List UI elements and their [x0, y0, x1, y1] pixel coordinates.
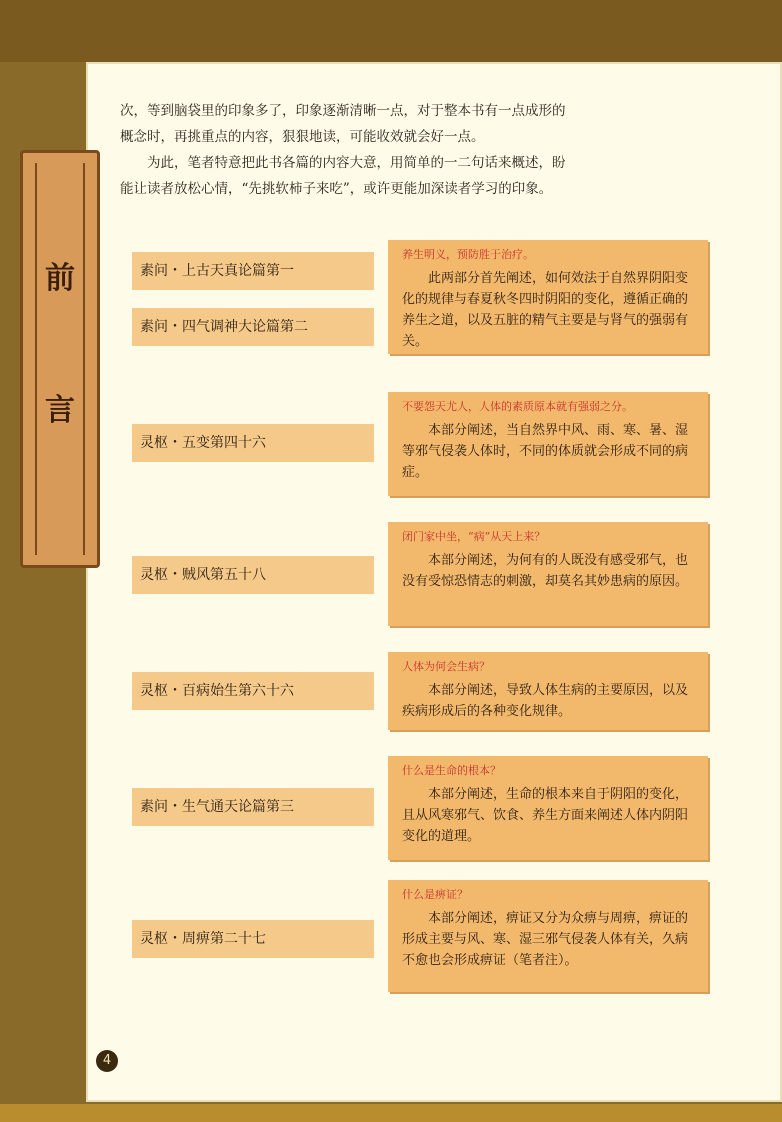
summary-title: 闭门家中坐，“病”从天上来？	[402, 530, 546, 543]
side-tab-char-yan: 言	[45, 393, 75, 428]
summary-box	[388, 392, 708, 496]
summary-body: 此两部分首先阐述，如何效法于自然界阴阳变化的规律与春夏秋冬四时阴阳的变化，遵循正确的养生之道，以及五脏的精气主要是与肾气的强弱有关。	[402, 271, 689, 349]
summary-title: 什么是生命的根本？	[402, 764, 501, 777]
bottom-band	[0, 1104, 782, 1122]
summary-body: 本部分阐述，痹证又分为众痹与周痹，痹证的形成主要与风、寒、湿三邪气侵袭人体有关，久病不愈也会形成痹证（笔者注）。	[402, 911, 689, 968]
summary-box	[388, 522, 708, 626]
intro-line-4: 能让读者放松心情，“先挑软柿子来吃”，或许更能加深读者学习的印象。	[120, 181, 553, 197]
chapter-label: 灵枢・贼风第五十八	[132, 556, 374, 594]
summary-body: 本部分阐述，为何有的人既没有感受邪气，也没有受惊恐情志的刺激，却莫名其妙患病的原因。	[402, 553, 689, 589]
summary-title: 不要怨天尤人，人体的素质原本就有强弱之分。	[402, 400, 633, 413]
summary-body: 本部分阐述，生命的根本来自于阴阳的变化，且从风寒邪气、饮食、养生方面来阐述人体内阴阳变化的道理。	[402, 787, 689, 844]
summary-box	[388, 880, 708, 992]
side-tab-char-qian: 前	[45, 261, 75, 296]
summary-title: 什么是痹证？	[402, 888, 468, 901]
chapter-label: 灵枢・五变第四十六	[132, 424, 374, 462]
chapter-label: 灵枢・周痹第二十七	[132, 920, 374, 958]
intro-line-3: 为此，笔者特意把此书各篇的内容大意，用简单的一二句话来概述，盼	[147, 155, 566, 171]
chapter-label: 素问・生气通天论篇第三	[132, 788, 374, 826]
chapter-label: 素问・上古天真论篇第一	[132, 252, 374, 290]
intro-line-2: 概念时，再挑重点的内容，狠狠地读，可能收效就会好一点。	[120, 129, 485, 145]
summary-box	[388, 756, 708, 860]
top-frame	[0, 0, 782, 62]
summary-title: 人体为何会生病？	[402, 660, 490, 673]
intro-text	[120, 98, 720, 202]
summary-title: 养生明义，预防胜于治疗。	[402, 248, 534, 261]
chapter-label: 素问・四气调神大论篇第二	[132, 308, 374, 346]
chapter-label: 灵枢・百病始生第六十六	[132, 672, 374, 710]
summary-body: 本部分阐述，导致人体生病的主要原因，以及疾病形成后的各种变化规律。	[402, 683, 689, 719]
preface-side-tab	[20, 150, 100, 568]
page-number: 4	[96, 1050, 118, 1072]
summary-box	[388, 652, 708, 730]
summary-body: 本部分阐述，当自然界中风、雨、寒、暑、湿等邪气侵袭人体时，不同的体质就会形成不同的病症。	[402, 423, 689, 480]
summary-box	[388, 240, 708, 354]
side-tab-inner-frame	[35, 163, 85, 555]
intro-line-1: 次，等到脑袋里的印象多了，印象逐渐清晰一点，对于整本书有一点成形的	[120, 103, 566, 119]
